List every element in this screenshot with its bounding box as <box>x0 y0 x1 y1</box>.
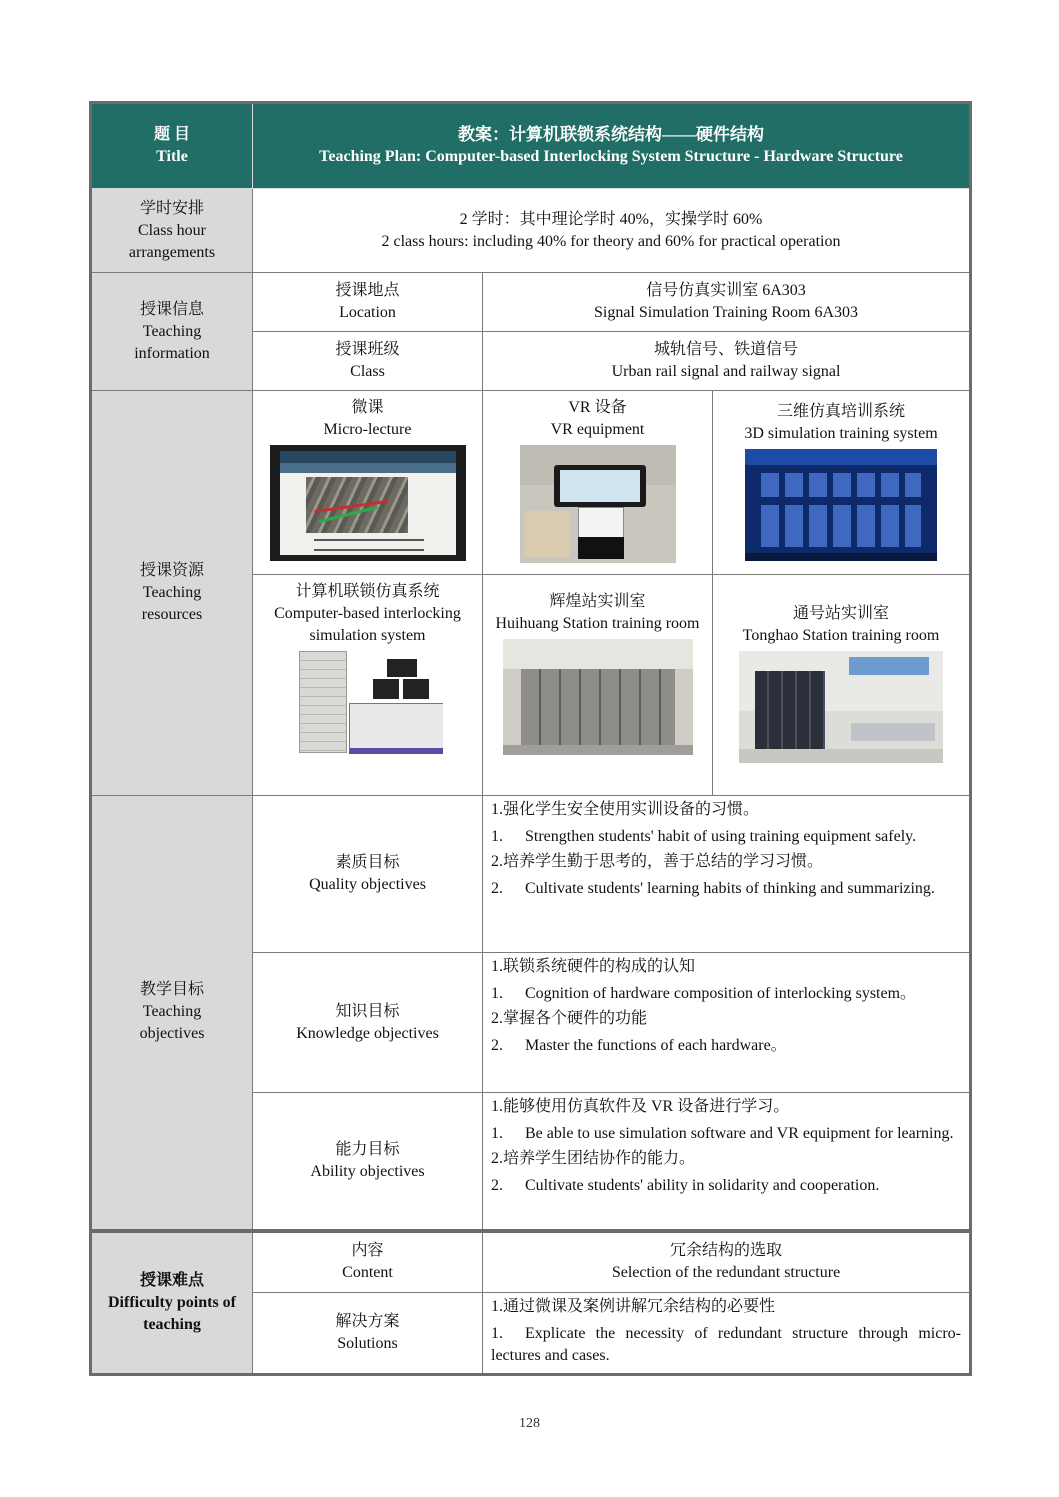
huihuang-room-image <box>503 639 693 755</box>
title-label-zh: 题 目 <box>153 126 190 143</box>
location-value-zh: 信号仿真实训室 6A303 <box>646 282 806 299</box>
class-hours-value-zh: 2 学时：其中理论学时 40%，实操学时 60% <box>459 210 763 228</box>
difficulty-solutions-cell <box>483 1293 971 1375</box>
resource-3d-zh: 三维仿真培训系统 <box>776 403 905 420</box>
title-label-en: Title <box>156 148 188 165</box>
title-en: Teaching Plan: Computer-based Interlocking System Structure - Hardware Structure <box>319 148 903 165</box>
class-hours-value-en: 2 class hours: including 40% for theory and 60% for practical operation <box>381 232 841 250</box>
difficulty-label-en: Difficulty points of teaching <box>108 1293 236 1333</box>
ability-1-en: Be able to use simulation software and VR equipment for learning. <box>525 1125 954 1142</box>
vr-equipment-image <box>520 445 676 563</box>
difficulty-content-label-cell <box>253 1231 483 1293</box>
ability-label-en: Ability objectives <box>310 1162 425 1180</box>
resource-cbi-simulation <box>253 575 483 796</box>
resources-label-en: Teaching resources <box>141 584 203 623</box>
resource-vr-equipment <box>483 391 713 575</box>
resource-tonghao-zh: 通号站实训室 <box>792 605 889 622</box>
class-value-zh: 城轨信号、铁道信号 <box>653 341 798 358</box>
difficulty-solutions-label-cell <box>253 1293 483 1375</box>
location-value-cell <box>483 273 971 332</box>
page-number: 128 <box>519 1416 540 1431</box>
ability-objectives-label-cell <box>253 1093 483 1231</box>
resource-huihuang-en: Huihuang Station training room <box>495 615 700 632</box>
ability-2-zh: 2.培养学生团结协作的能力。 <box>491 1150 696 1167</box>
resource-huihuang-zh: 辉煌站实训室 <box>549 593 646 610</box>
knowledge-2-en: Master the functions of each hardware。 <box>525 1037 787 1054</box>
knowledge-label-zh: 知识目标 <box>335 1002 400 1020</box>
difficulty-content-row <box>91 1231 971 1293</box>
solutions-zh: 1.通过微课及案例讲解冗余结构的必要性 <box>491 1298 776 1315</box>
content-value-zh: 冗余结构的选取 <box>669 1242 782 1260</box>
quality-1-en-line <box>491 826 961 848</box>
location-label-zh: 授课地点 <box>335 282 400 299</box>
location-row <box>91 273 971 332</box>
quality-objectives-row <box>91 796 971 953</box>
knowledge-1-en: Cognition of hardware composition of interlocking system。 <box>525 985 917 1002</box>
ability-2-en: Cultivate students' ability in solidarity and cooperation. <box>525 1177 880 1194</box>
class-value-cell <box>483 332 971 391</box>
solutions-en-line <box>491 1323 961 1367</box>
micro-lecture-image <box>270 445 466 561</box>
ability-1-num: 1. <box>491 1125 503 1142</box>
location-label-cell <box>253 273 483 332</box>
quality-objectives-cell <box>483 796 971 953</box>
solutions-en: Explicate the necessity of redundant structure through micro-lectures and cases. <box>491 1325 961 1364</box>
class-hours-row <box>91 189 971 273</box>
location-label-en: Location <box>339 304 396 321</box>
objectives-label-cell <box>91 796 253 1231</box>
3d-simulation-image <box>745 449 937 561</box>
resource-tonghao-room <box>713 575 971 796</box>
quality-2-en: Cultivate students' learning habits of thinking and summarizing. <box>525 880 935 897</box>
cbi-simulation-image <box>293 651 443 763</box>
class-value-en: Urban rail signal and railway signal <box>611 363 841 380</box>
resource-tonghao-en: Tonghao Station training room <box>742 627 940 644</box>
tonghao-room-image <box>739 651 943 763</box>
content-label-en: Content <box>342 1264 393 1282</box>
class-label-en: Class <box>350 363 385 380</box>
solutions-label-zh: 解决方案 <box>335 1313 400 1330</box>
ability-1-en-line <box>491 1123 961 1145</box>
resource-micro-lecture <box>253 391 483 575</box>
quality-2-en-line <box>491 878 961 900</box>
resources-label-cell <box>91 391 253 796</box>
resource-vr-en: VR equipment <box>550 421 645 438</box>
resource-huihuang-room <box>483 575 713 796</box>
knowledge-1-en-line <box>491 983 961 1005</box>
knowledge-2-en-line <box>491 1035 961 1057</box>
difficulty-content-value-cell <box>483 1231 971 1293</box>
resource-cbi-en: Computer-based interlocking simulation system <box>274 605 461 644</box>
location-value-en: Signal Simulation Training Room 6A303 <box>593 304 859 321</box>
quality-1-zh: 1.强化学生安全使用实训设备的习惯。 <box>491 801 760 818</box>
difficulty-label-cell <box>91 1231 253 1375</box>
ability-objectives-cell <box>483 1093 971 1231</box>
resource-3d-en: 3D simulation training system <box>744 425 938 442</box>
class-hours-label-cell <box>91 189 253 273</box>
objectives-label-zh: 教学目标 <box>139 981 204 999</box>
quality-2-num: 2. <box>491 880 503 897</box>
teaching-plan-table <box>89 101 972 1376</box>
title-row <box>91 103 971 189</box>
class-hours-label-zh: 学时安排 <box>139 199 204 217</box>
resource-vr-zh: VR 设备 <box>568 399 627 416</box>
knowledge-2-num: 2. <box>491 1037 503 1054</box>
resources-row-1 <box>91 391 971 575</box>
objectives-label-en: Teaching objectives <box>139 1003 205 1043</box>
knowledge-1-num: 1. <box>491 985 503 1002</box>
resource-micro-lecture-en: Micro-lecture <box>323 421 412 438</box>
resource-3d-simulation <box>713 391 971 575</box>
ability-2-num: 2. <box>491 1177 503 1194</box>
resource-cbi-zh: 计算机联锁仿真系统 <box>295 583 440 600</box>
class-hours-value-cell <box>253 189 971 273</box>
knowledge-1-zh: 1.联锁系统硬件的构成的认知 <box>491 958 696 975</box>
ability-1-zh: 1.能够使用仿真软件及 VR 设备进行学习。 <box>491 1098 790 1115</box>
quality-1-num: 1. <box>491 828 503 845</box>
quality-objectives-label-cell <box>253 796 483 953</box>
title-value-cell <box>253 103 971 189</box>
quality-label-zh: 素质目标 <box>335 854 400 871</box>
difficulty-label-zh: 授课难点 <box>139 1271 204 1289</box>
knowledge-2-zh: 2.掌握各个硬件的功能 <box>491 1010 648 1027</box>
resource-micro-lecture-zh: 微课 <box>351 399 384 416</box>
title-zh: 教案：计算机联锁系统结构——硬件结构 <box>458 125 764 144</box>
teaching-info-label-zh: 授课信息 <box>139 300 204 318</box>
teaching-info-label-cell <box>91 273 253 391</box>
content-value-en: Selection of the redundant structure <box>611 1264 841 1282</box>
quality-2-zh: 2.培养学生勤于思考的，善于总结的学习习惯。 <box>491 853 824 870</box>
ability-2-en-line <box>491 1175 961 1197</box>
solutions-num: 1. <box>491 1325 503 1342</box>
quality-label-en: Quality objectives <box>309 876 426 893</box>
knowledge-label-en: Knowledge objectives <box>296 1024 439 1042</box>
teaching-info-label-en: Teaching information <box>134 322 210 362</box>
knowledge-objectives-label-cell <box>253 953 483 1093</box>
solutions-label-en: Solutions <box>337 1335 398 1352</box>
quality-1-en: Strengthen students' habit of using training equipment safely. <box>525 828 917 845</box>
class-label-cell <box>253 332 483 391</box>
class-label-zh: 授课班级 <box>335 341 400 358</box>
resources-label-zh: 授课资源 <box>139 562 204 579</box>
ability-label-zh: 能力目标 <box>335 1140 400 1158</box>
knowledge-objectives-cell <box>483 953 971 1093</box>
content-label-zh: 内容 <box>351 1242 384 1260</box>
class-hours-label-en: Class hour arrangements <box>128 221 216 261</box>
title-label-cell <box>91 103 253 189</box>
